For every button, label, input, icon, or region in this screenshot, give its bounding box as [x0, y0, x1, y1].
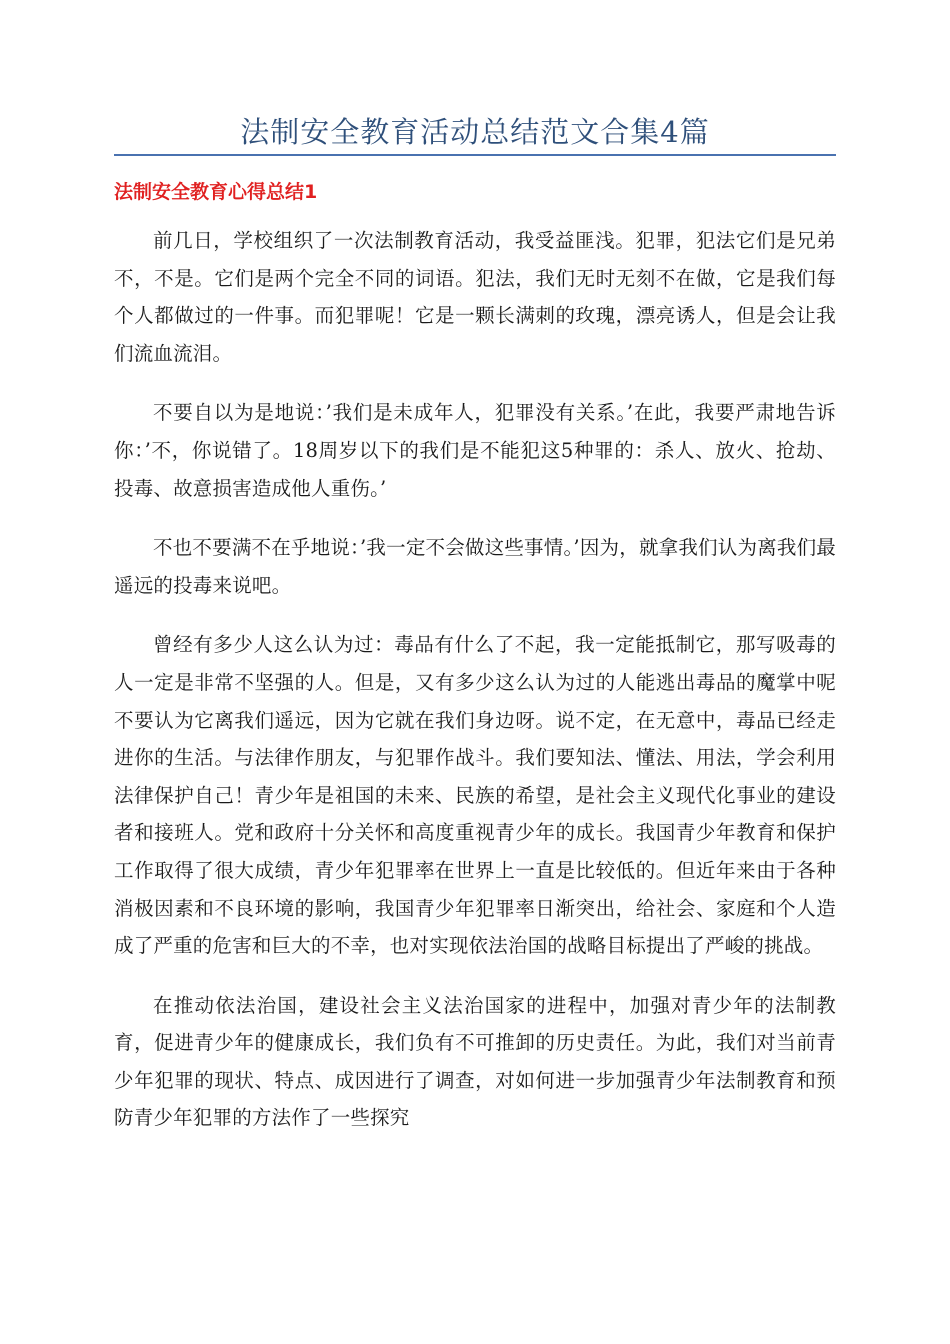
paragraph-4: 曾经有多少人这么认为过：毒品有什么了不起，我一定能抵制它，那写吸毒的人一定是非常不坚强的人。但是，又有多少这么认为过的人能逃出毒品的魔掌中呢不要认为它离我们遥远，因为它就在我们身边呀。说不定，在无意中，毒品已经走进你的生活。与法律作朋友，与犯罪作战斗。我们要知法、懂法、用法，学会利用法律保护自己！青少年是祖国的未来、民族的希望，是社会主义现代化事业的建设者和接班人。党和政府十分关怀和高度重视青少年的成长。我国青少年教育和保护工作取得了很大成绩，青少年犯罪率在世界上一直是比较低的。但近年来由于各种消极因素和不良环境的影响，我国青少年犯罪率日渐突出，给社会、家庭和个人造成了严重的危害和巨大的不幸，也对实现依法治国的战略目标提出了严峻的挑战。	[114, 633, 836, 958]
document-body	[114, 222, 836, 1159]
paragraph-3: 不也不要满不在乎地说：’我一定不会做这些事情。’因为，就拿我们认为离我们最遥远的投毒来说吧。	[114, 536, 836, 597]
document-title: 法制安全教育活动总结范文合集4篇	[240, 115, 710, 149]
paragraph-1: 前几日，学校组织了一次法制教育活动，我受益匪浅。犯罪，犯法它们是兄弟不，不是。它们是两个完全不同的词语。犯法，我们无时无刻不在做，它是我们每个人都做过的一件事。而犯罪呢！它是一颗长满刺的玫瑰，漂亮诱人，但是会让我们流血流泪。	[114, 229, 836, 365]
paragraph-5: 在推动依法治国，建设社会主义法治国家的进程中，加强对青少年的法制教育，促进青少年的健康成长，我们负有不可推卸的历史责任。为此，我们对当前青少年犯罪的现状、特点、成因进行了调查，对如何进一步加强青少年法制教育和预防青少年犯罪的方法作了一些探究	[114, 993, 836, 1130]
paragraph-2: 不要自以为是地说：’我们是未成年人，犯罪没有关系。’在此，我要严肃地告诉你：’不，你说错了。18周岁以下的我们是不能犯这5种罪的：杀人、放火、抢劫、投毒、故意损害造成他人重伤。’	[114, 401, 836, 500]
title-underline	[114, 154, 836, 156]
section-heading: 法制安全教育心得总结1	[114, 181, 318, 203]
